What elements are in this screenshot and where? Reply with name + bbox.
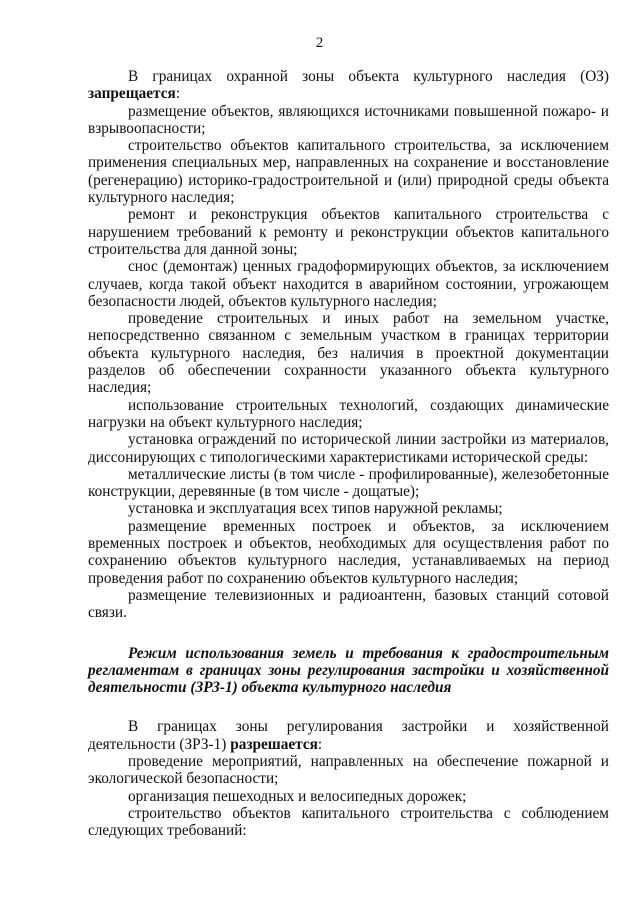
section2-intro-colon: : xyxy=(317,735,323,753)
list-item: установка ограждений по исторической линии застройки из материалов, диссонирующих с типологическими характеристиками исторической среды: xyxy=(88,431,609,466)
list-item: ремонт и реконструкция объектов капитального строительства с нарушением требований к ремонту и реконструкции объектов капитального строительства для данной зоны; xyxy=(88,206,609,258)
list-item: снос (демонтаж) ценных градоформирующих объектов, за исключением случаев, когда такой объект находится в аварийном состоянии, угрожающем безопасности людей, объектов культурного наследия; xyxy=(88,258,609,310)
section1-intro-colon: : xyxy=(175,85,181,103)
list-item: металлические листы (в том числе - профилированные), железобетонные конструкции, деревянные (в том числе - дощатые); xyxy=(88,465,609,501)
list-item: размещение телевизионных и радиоантенн, базовых станций сотовой связи. xyxy=(88,586,609,622)
document-body xyxy=(88,68,609,839)
section-heading: Режим использования земель и требования к градостроительным регламентам в границах зоны регулирования застройки и хозяйственной деятельности (ЗРЗ-1) объекта культурного наследия xyxy=(88,644,609,697)
section2-intro xyxy=(88,718,609,753)
list-item: проведение мероприятий, направленных на обеспечение пожарной и экологической безопасности; xyxy=(88,752,609,788)
section2-intro-emphasis: разрешается xyxy=(230,735,318,753)
section2-intro-text: В границах зоны регулирования застройки и хозяйственной деятельности (ЗРЗ-1) xyxy=(88,718,609,753)
list-item: организация пешеходных и велосипедных дорожек; xyxy=(128,787,467,805)
list-item: использование строительных технологий, создающих динамические нагрузки на объект культурного наследия; xyxy=(88,396,609,431)
list-item: строительство объектов капитального строительства, за исключением применения специальных мер, направленных на сохранение и восстановление (регенерацию) историко-градостроительной и (или) природной среды объекта культурного наследия; xyxy=(88,137,609,207)
section1-intro-text: В границах охранной зоны объекта культурного наследия (ОЗ) xyxy=(128,68,609,85)
list-item: установка и эксплуатация всех типов наружной рекламы; xyxy=(128,500,503,518)
list-item: проведение строительных и иных работ на земельном участке, непосредственно связанном с земельным участком в границах территории объекта культурного наследия, без наличия в проектной документации разделов об обеспечении сохранности указанного объекта культурного наследия; xyxy=(88,310,609,397)
list-item: строительство объектов капитального строительства с соблюдением следующих требований: xyxy=(88,804,609,840)
page-number: 2 xyxy=(315,35,324,51)
section1-intro xyxy=(88,68,609,103)
section1-intro-emphasis: запрещается xyxy=(88,85,176,103)
list-item: размещение временных построек и объектов, за исключением временных построек и объектов, необходимых для осуществления работ по сохранению объектов культурного наследия, устанавливаемых на период проведения работ по сохранению объектов культурного наследия; xyxy=(88,517,609,587)
list-item: размещение объектов, являющихся источниками повышенной пожаро- и взрывоопасности; xyxy=(88,102,609,137)
